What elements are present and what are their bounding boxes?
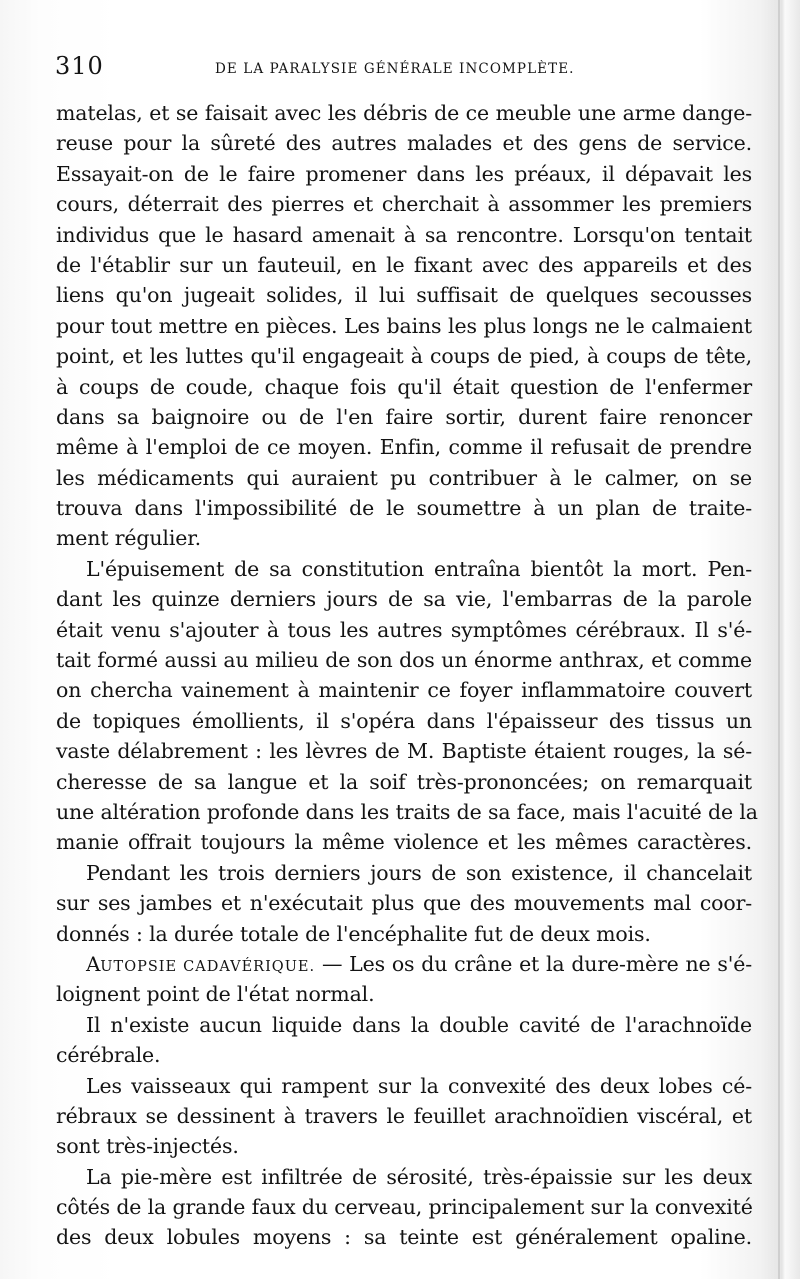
text-line: cérébrale. [56,1043,161,1068]
text-line: reuse pour la sûreté des autres malades et des gens de service. [56,131,752,156]
text-line: trouva dans l'impossibilité de le soumettre à un plan de traite- [56,496,752,521]
text-line: individus que le hasard amenait à sa rencontre. Lorsqu'on tentait [56,222,752,247]
text-line: de l'établir sur un fauteuil, en le fixant avec des appareils et des [56,252,752,277]
text-line: les médicaments qui auraient pu contribuer à le calmer, on se [56,465,752,490]
text-line: des deux lobules moyens : sa teinte est généralement opaline. [56,1225,752,1250]
page-number: 310 [55,52,104,80]
text-line: dans sa baignoire ou de l'en faire sortir, durent faire renoncer [56,404,752,429]
text-line: cours, déterrait des pierres et cherchait à assommer les premiers [56,192,752,217]
running-head: DE LA PARALYSIE GÉNÉRALE INCOMPLÈTE. [215,61,575,77]
text-line: liens qu'on jugeait solides, il lui suffisait de quelques secousses [56,283,752,308]
text-line: ment régulier. [56,526,201,551]
text-line: sont très-injectés. [56,1134,239,1159]
text-line: était venu s'ajouter à tous les autres symptômes cérébraux. Il s'é- [56,617,752,642]
page-edge-shadow [778,0,780,1279]
page-header [55,52,755,86]
text-line: cheresse de sa langue et la soif très-prononcées; on remarquait [56,769,752,794]
text-line: une altération profonde dans les traits de sa face, mais l'acuité de la [56,799,758,824]
text-line: matelas, et se faisait avec les débris de ce meuble une arme dange- [56,101,752,125]
text-line: Les vaisseaux qui rampent sur la convexité des deux lobes cé- [86,1073,752,1098]
body-text [56,98,758,1253]
text-line: sur ses jambes et n'exécutait plus que des mouvements mal coor- [56,891,752,916]
text-line: Essayait-on de le faire promener dans les préaux, il dépavait les [56,161,752,186]
text-line: Pendant les trois derniers jours de son existence, il chancelait [86,860,752,885]
text-line: point, et les luttes qu'il engageait à coups de pied, à coups de tête, [56,344,752,369]
text-line: loignent point de l'état normal. [56,982,375,1007]
text-line: L'épuisement de sa constitution entraîna bientôt la mort. Pen- [86,556,752,581]
text-line: de topiques émollients, il s'opéra dans l'épaisseur des tissus un [56,708,752,733]
text-line: La pie-mère est infiltrée de sérosité, très-épaissie sur les deux [86,1164,752,1189]
text-line: à coups de coude, chaque fois qu'il était question de l'enfermer [56,374,752,399]
section-heading-cap: A [86,951,101,976]
text-line: donnés : la durée totale de l'encéphalite fut de deux mois. [56,921,651,946]
text-line: on chercha vainement à maintenir ce foyer inflammatoire couvert [56,678,752,703]
section-heading-text: — Les os du crâne et la dure-mère ne s'é- [321,951,753,976]
text-line: dant les quinze derniers jours de sa vie, l'embarras de la parole [56,587,752,612]
text-line: côtés de la grande faux du cerveau, principalement sur la convexité [56,1195,753,1220]
text-line: même à l'emploi de ce moyen. Enfin, comme il refusait de prendre [56,435,752,460]
section-heading-rest: UTOPSIE CADAVÉRIQUE. [100,958,316,975]
text-line: pour tout mettre en pièces. Les bains les plus longs ne le calmaient [56,313,752,338]
text-line: Il n'existe aucun liquide dans la double cavité de l'arachnoïde [86,1012,752,1037]
text-line: tait formé aussi au milieu de son dos un énorme anthrax, et comme [56,648,752,673]
text-line: manie offrait toujours la même violence et les mêmes caractères. [56,830,752,855]
text-line: rébraux se dessinent à travers le feuillet arachnoïdien viscéral, et [56,1103,752,1128]
text-line: vaste délabrement : les lèvres de M. Baptiste étaient rouges, la sé- [56,739,752,764]
section-heading-line [56,949,752,979]
